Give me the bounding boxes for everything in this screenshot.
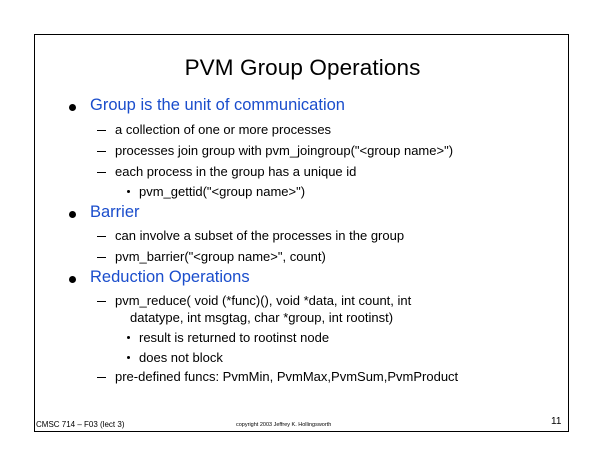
sub-item: can involve a subset of the processes in the group <box>115 228 405 243</box>
footer-copyright: copyright 2003 Jeffrey K. Hollingsworth <box>236 422 332 428</box>
dash-icon <box>97 257 106 258</box>
bullet-group-unit: Group is the unit of communication <box>90 96 345 114</box>
sub-sub-dot <box>127 190 130 193</box>
bullet-dot <box>69 104 76 111</box>
sub-item: pvm_barrier("<group name>", count) <box>115 249 326 264</box>
sub-item: a collection of one or more processes <box>115 122 332 137</box>
sub-sub-item: result is returned to rootinst node <box>139 330 330 345</box>
bullet-reduction: Reduction Operations <box>90 268 250 286</box>
footer-course: CMSC 714 – F03 (lect 3) <box>36 420 125 429</box>
sub-item: pre-defined funcs: PvmMin, PvmMax,PvmSum,PvmProduct <box>115 369 459 384</box>
sub-item: each process in the group has a unique id <box>115 164 357 179</box>
sub-sub-item: pvm_gettid("<group name>") <box>139 184 306 199</box>
sub-sub-dot <box>127 356 130 359</box>
page-number: 11 <box>551 416 562 427</box>
dash-icon <box>97 130 106 131</box>
dash-icon <box>97 172 106 173</box>
sub-sub-dot <box>127 336 130 339</box>
bullet-dot <box>69 276 76 283</box>
bullet-barrier: Barrier <box>90 203 140 221</box>
slide-title: PVM Group Operations <box>184 55 421 80</box>
sub-item-continuation: datatype, int msgtag, char *group, int rootinst) <box>130 310 394 325</box>
sub-sub-item: does not block <box>139 350 223 365</box>
bullet-dot <box>69 211 76 218</box>
dash-icon <box>97 301 106 302</box>
dash-icon <box>97 151 106 152</box>
dash-icon <box>97 377 106 378</box>
dash-icon <box>97 236 106 237</box>
sub-item: pvm_reduce( void (*func)(), void *data, int count, int <box>115 293 412 308</box>
sub-item: processes join group with pvm_joingroup("<group name>") <box>115 143 454 158</box>
